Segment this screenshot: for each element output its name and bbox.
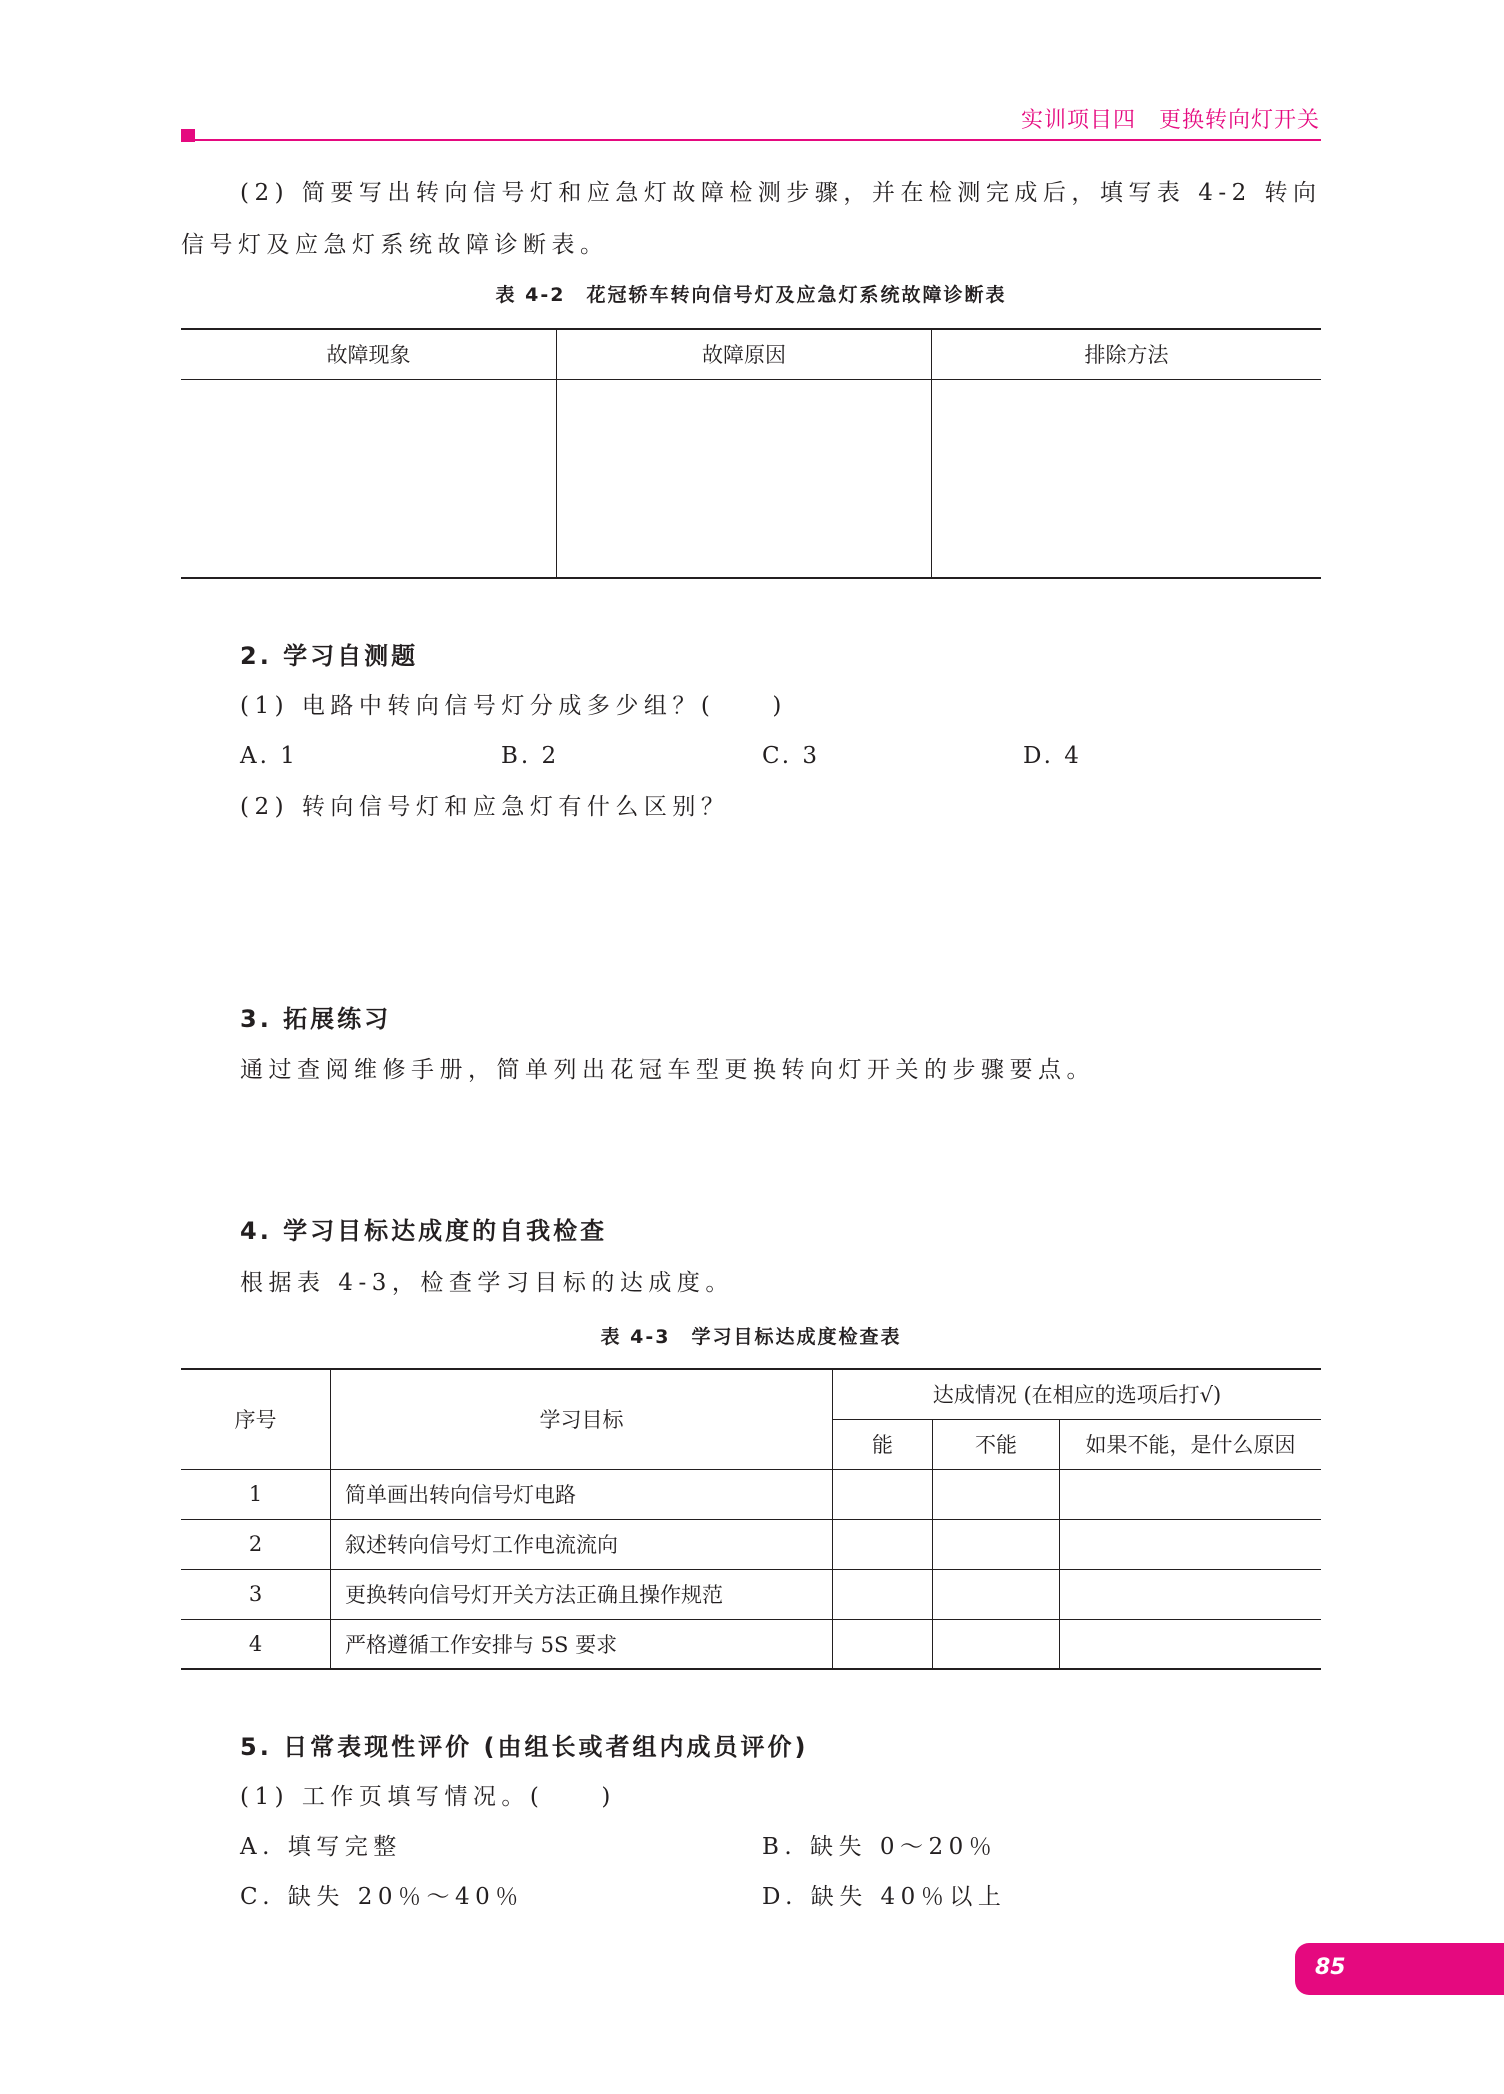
table-row xyxy=(181,1469,1321,1519)
table-4-2-header-remedy: 排除方法 xyxy=(932,329,1322,379)
option-b: B. 缺失 0～20％ xyxy=(762,1834,998,1860)
row-number: 4 xyxy=(181,1619,331,1669)
row-cannot-cell[interactable] xyxy=(933,1519,1060,1569)
table-4-2-header-cause: 故障原因 xyxy=(557,329,932,379)
table-4-2-caption: 表 4-2 花冠轿车转向信号灯及应急灯系统故障诊断表 xyxy=(495,284,1007,306)
section-2-question-2: (2) 转向信号灯和应急灯有什么区别？ xyxy=(240,794,730,820)
row-number: 3 xyxy=(181,1569,331,1619)
section-4-text: 根据表 4-3，检查学习目标的达成度。 xyxy=(240,1270,734,1296)
row-goal: 更换转向信号灯开关方法正确且操作规范 xyxy=(331,1569,833,1619)
section-3-text: 通过查阅维修手册，简单列出花冠车型更换转向灯开关的步骤要点。 xyxy=(240,1057,1095,1083)
option-c: C. 3 xyxy=(762,743,821,769)
option-a: A. 1 xyxy=(240,743,298,769)
intro-line-1: (2) 简要写出转向信号灯和应急灯故障检测步骤，并在检测完成后，填写表 4-2 转向 xyxy=(240,180,1322,206)
table-row xyxy=(181,1619,1321,1669)
table-4-3-header-goal: 学习目标 xyxy=(331,1369,833,1469)
option-c: C. 缺失 20％～40％ xyxy=(240,1884,524,1910)
section-5-heading: 5. 日常表现性评价 (由组长或者组内成员评价) xyxy=(240,1733,809,1761)
row-goal: 严格遵循工作安排与 5S 要求 xyxy=(331,1619,833,1669)
row-goal: 叙述转向信号灯工作电流流向 xyxy=(331,1519,833,1569)
table-4-3-header-cannot: 不能 xyxy=(933,1419,1060,1469)
option-a: A. 填写完整 xyxy=(240,1834,402,1860)
table-4-2-cell-symptom[interactable] xyxy=(181,379,557,578)
row-cannot-cell[interactable] xyxy=(933,1469,1060,1519)
table-4-2-header-symptom: 故障现象 xyxy=(181,329,557,379)
section-4-heading: 4. 学习目标达成度的自我检查 xyxy=(240,1217,608,1245)
table-4-3 xyxy=(181,1368,1321,1670)
running-header-title: 实训项目四 更换转向灯开关 xyxy=(1020,108,1320,133)
table-4-2-cell-remedy[interactable] xyxy=(932,379,1322,578)
table-row xyxy=(181,1569,1321,1619)
row-reason-cell[interactable] xyxy=(1060,1469,1322,1519)
row-reason-cell[interactable] xyxy=(1060,1619,1322,1669)
table-4-3-header-no: 序号 xyxy=(181,1369,331,1469)
section-3-heading: 3. 拓展练习 xyxy=(240,1005,392,1033)
option-d: D. 4 xyxy=(1023,743,1082,769)
row-number: 1 xyxy=(181,1469,331,1519)
table-row xyxy=(181,1519,1321,1569)
intro-line-2: 信号灯及应急灯系统故障诊断表。 xyxy=(181,232,609,258)
row-cannot-cell[interactable] xyxy=(933,1619,1060,1669)
header-rule xyxy=(181,139,1321,141)
row-can-cell[interactable] xyxy=(833,1569,933,1619)
row-can-cell[interactable] xyxy=(833,1469,933,1519)
table-4-3-header-reason: 如果不能，是什么原因 xyxy=(1060,1419,1322,1469)
row-cannot-cell[interactable] xyxy=(933,1569,1060,1619)
table-4-3-header-can: 能 xyxy=(833,1419,933,1469)
page-number: 85 xyxy=(1315,1955,1346,1980)
table-4-3-caption: 表 4-3 学习目标达成度检查表 xyxy=(600,1326,902,1348)
option-d: D. 缺失 40％以上 xyxy=(762,1884,1007,1910)
row-reason-cell[interactable] xyxy=(1060,1519,1322,1569)
page-number-tab xyxy=(1295,1943,1504,1995)
row-number: 2 xyxy=(181,1519,331,1569)
table-4-2 xyxy=(181,328,1321,579)
option-b: B. 2 xyxy=(501,743,560,769)
table-4-3-header-status: 达成情况 (在相应的选项后打√) xyxy=(833,1369,1322,1419)
table-4-2-cell-cause[interactable] xyxy=(557,379,932,578)
section-2-heading: 2. 学习自测题 xyxy=(240,642,419,670)
row-can-cell[interactable] xyxy=(833,1519,933,1569)
section-5-question-1: (1) 工作页填写情况。( ) xyxy=(240,1784,616,1810)
row-goal: 简单画出转向信号灯电路 xyxy=(331,1469,833,1519)
row-can-cell[interactable] xyxy=(833,1619,933,1669)
section-2-question-1: (1) 电路中转向信号灯分成多少组？( ) xyxy=(240,693,787,719)
row-reason-cell[interactable] xyxy=(1060,1569,1322,1619)
